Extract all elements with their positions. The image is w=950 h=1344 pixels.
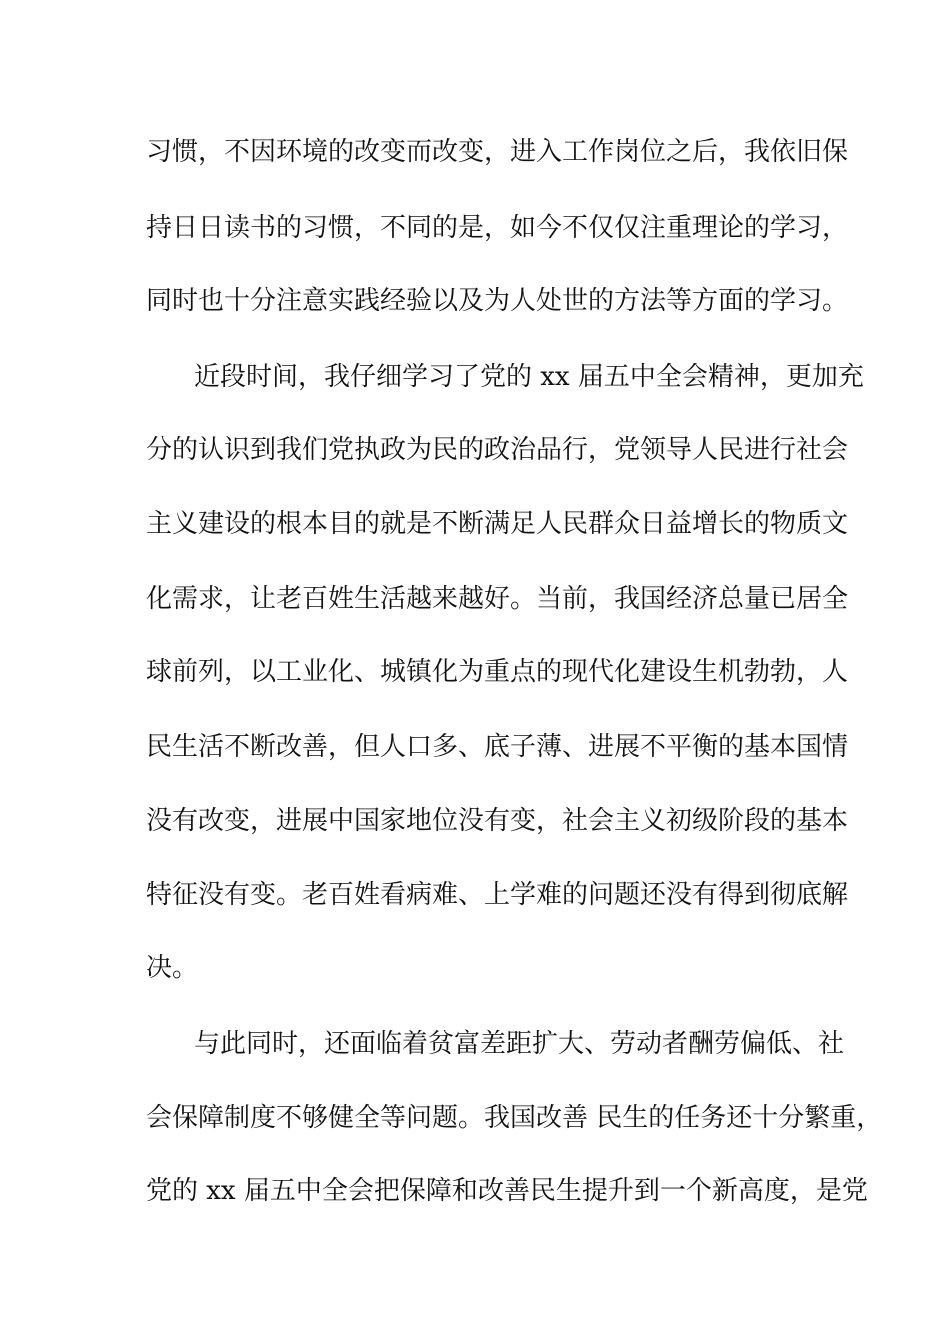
text-line: 会保障制度不够健全等问题。我国改善 民生的任务还十分繁重，: [146, 1103, 883, 1133]
paragraph-last-line: 决。: [146, 953, 199, 983]
text-line: 党的 xx 届五中全会把保障和改善民生提升到一个新高度，是党: [146, 1176, 868, 1206]
paragraph-first-line: 与此同时，还面临着贫富差距扩大、劳动者酬劳偏低、社: [194, 1029, 845, 1059]
text-line: 球前列，以工业化、城镇化为重点的现代化建设生机勃勃，人: [146, 657, 849, 687]
text-line: 主义建设的根本目的就是不断满足人民群众日益增长的物质文: [146, 509, 849, 539]
text-line: 同时也十分注意实践经验以及为人处世的方法等方面的学习。: [146, 286, 849, 316]
text-line: 民生活不断改善，但人口多、底子薄、进展不平衡的基本国情: [146, 732, 849, 762]
text-line: 没有改变，进展中国家地位没有变，社会主义初级阶段的基本: [146, 806, 849, 836]
text-line: 特征没有变。老百姓看病难、上学难的问题还没有得到彻底解: [146, 880, 849, 910]
text-line: 分的认识到我们党执政为民的政治品行，党领导人民进行社会: [146, 435, 849, 465]
paragraph-first-line: 近段时间，我仔细学习了党的 xx 届五中全会精神，更加充: [194, 362, 864, 392]
text-line: 化需求，让老百姓生活越来越好。当前，我国经济总量已居全: [146, 584, 849, 614]
text-line: 持日日读书的习惯，不同的是，如今不仅仅注重理论的学习，: [146, 213, 849, 243]
text-line: 习惯，不因环境的改变而改变，进入工作岗位之后，我依旧保: [146, 137, 849, 167]
